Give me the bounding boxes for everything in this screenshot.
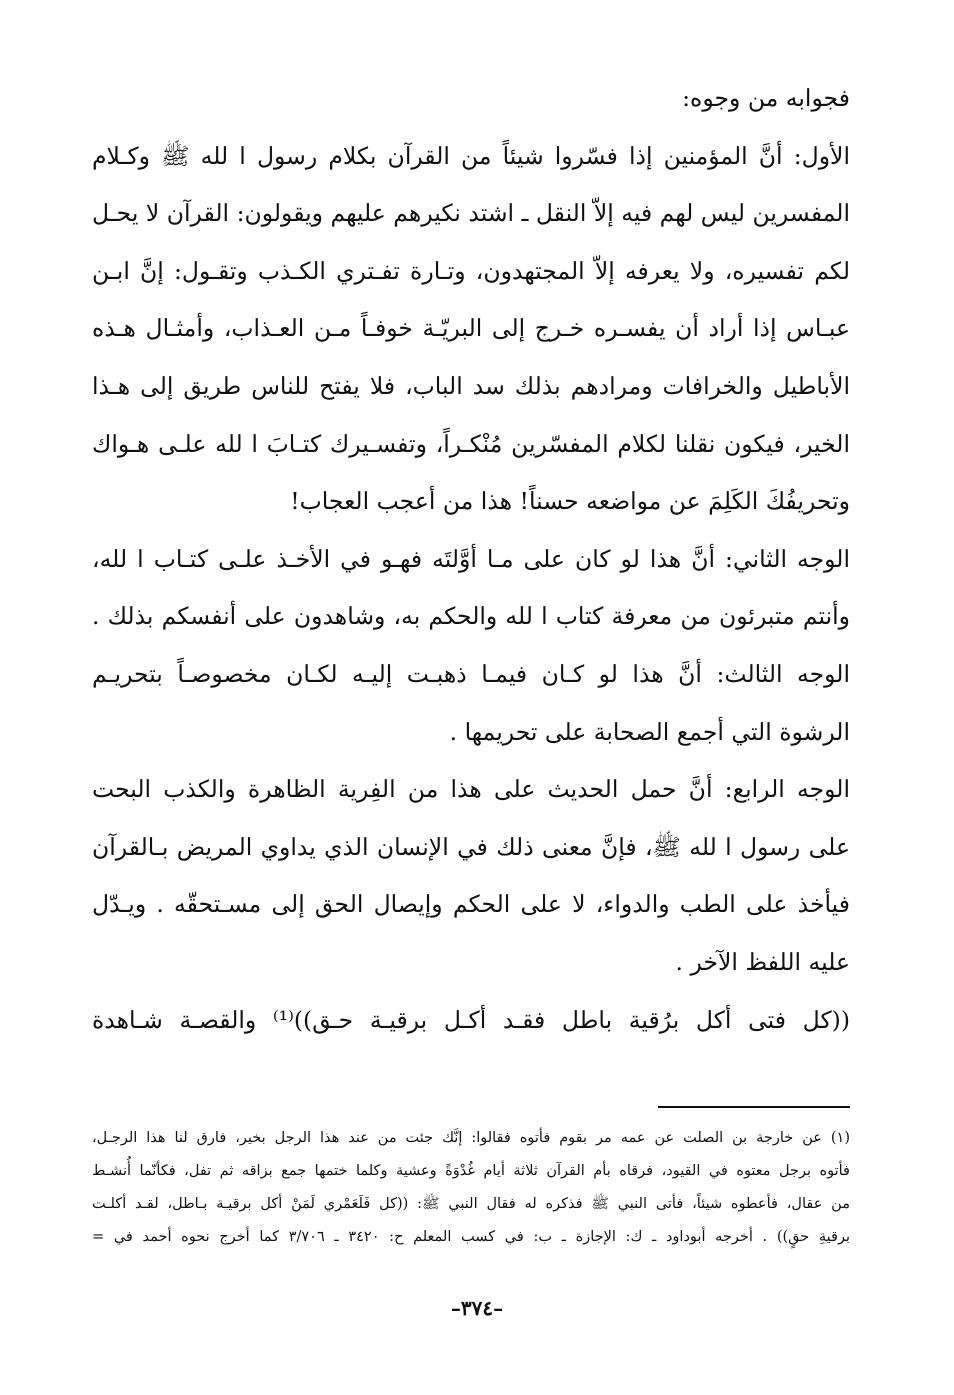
- page-number: –٣٧٤–: [450, 1296, 504, 1320]
- footnote-separator: [658, 1106, 850, 1108]
- text-line: فيأخذ على الطب والدواء، لا على الحكم وإيصال الحق إلى مسـتحقّه . ويـدّل: [92, 890, 850, 919]
- text-line: الخير، فيكون نقلنا لكلام المفسّرين مُنْكـراً، وتفسـيرك كتـابَ ا لله علـى هـواك: [92, 429, 850, 458]
- footnotes: [92, 1122, 850, 1254]
- text-line: وتحريفُكَ الكَلِمَ عن مواضعه حسناً! هذا من أعجب العجاب!: [290, 487, 850, 516]
- text-line: فجوابه من وجوه:: [682, 84, 850, 112]
- text-line: وأنتم متبرئون من معرفة كتاب ا لله والحكم به، وشاهدون على أنفسكم بذلك .: [92, 602, 850, 631]
- text-line: المفسرين ليس لهم فيه إلاّ النقل ـ اشتد نكيرهم عليهم ويقولون: القرآن لا يحـل: [92, 199, 850, 228]
- text-line: الوجه الرابع: أنَّ حمل الحديث على هذا من الفِرية الظاهرة والكذب البحت: [92, 775, 850, 804]
- footnote-line: فأتوه برجل معتوه في القيود، فرقاه بأم القرآن ثلاثة أيام غُدْوَةً وعشية وكلما ختمها جمع بزاقه ثم تفل، فكأنّما أُنشـط: [92, 1163, 850, 1179]
- footnote-line: من عقال، فأعطوه شيئاً، فأتى النبي ﷺ فذكره له فقال النبي ﷺ: ((كل فَلَعَمْري لَمَنْ أكل برقيـة بـاطل، لقـد أكلـت: [92, 1196, 850, 1212]
- text-line: الوجه الثالث: أنَّ هذا لو كـان فيمـا ذهبـت إليـه لكـان مخصوصـاً بتحريـم: [92, 659, 850, 688]
- footnote-line: برقيةِ حقٍ)) . أخرجه أبوداود ـ ك: الإجازة ـ ب: في كسب المعلم ح: ٣٤٢٠ ـ ٣/٧٠٦ كما أخرج نحوه أحمد في =: [92, 1229, 850, 1245]
- text-line: الأباطيل والخرافات ومرادهم بذلك سد الباب، فلا يفتح للناس طريق إلى هـذا: [92, 371, 850, 400]
- text-line: الرشوة التي أجمع الصحابة على تحريمها .: [449, 717, 850, 746]
- text-line: ((كل فتى أكل برُقية باطل فقـد أكـل برقيـة حـق))⁽¹⁾ والقصـة شـاهدة: [92, 1005, 850, 1034]
- text-line: على رسول ا لله ﷺ، فإنَّ معنى ذلك في الإنسان الذي يداوي المريض بـالقرآن: [92, 832, 850, 861]
- text-line: الأول: أنَّ المؤمنين إذا فسّروا شيئاً من القرآن بكلام رسول ا لله ﷺ وكـلام: [92, 141, 850, 170]
- text-line: لكم تفسيره، ولا يعرفه إلاّ المجتهدون، وتـارة تفـتري الكـذب وتقـول: إنَّ ابـن: [92, 256, 850, 285]
- text-line: عليه اللفظ الآخر .: [675, 947, 850, 976]
- text-line: عبـاس إذا أراد أن يفسـره خـرج إلى البريّـة خوفـاً مـن العـذاب، وأمثـال هـذه: [92, 314, 850, 343]
- text-line: الوجه الثاني: أنَّ هذا لو كان على مـا أوَّلتَه فهـو في الأخـذ علـى كتـاب ا لله،: [92, 544, 850, 573]
- footnote-line: (١) عن خارجة بن الصلت عن عمه مر بقوم فأتوه فقالوا: إنَّك جئت من عند هذا الرجل بخير، فارق لنا هذا الرجـل،: [92, 1130, 850, 1146]
- main-text: [92, 70, 850, 1049]
